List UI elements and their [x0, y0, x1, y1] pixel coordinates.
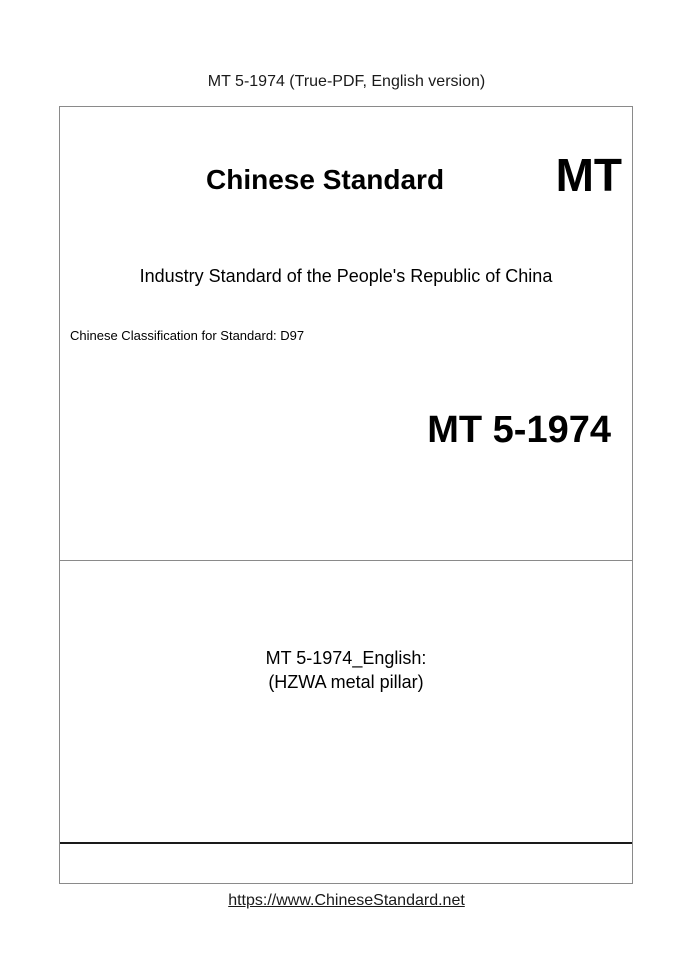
page-header: MT 5-1974 (True-PDF, English version) [207, 73, 486, 90]
classification-line: Chinese Classification for Standard: D97 [70, 328, 305, 343]
industry-standard-line: Industry Standard of the People's Republic of China [139, 266, 553, 286]
cover-top-section [60, 107, 632, 561]
cover-bottom-section [60, 843, 632, 883]
standard-code-large: MT [555, 149, 622, 201]
document-title [60, 646, 632, 694]
cover-title-section [60, 561, 632, 843]
title-line-2: (HZWA metal pillar) [268, 672, 424, 692]
standard-number: MT 5-1974 [427, 409, 611, 451]
standard-heading: Chinese Standard [206, 164, 445, 195]
title-line-1: MT 5-1974_English: [265, 648, 427, 668]
website-link[interactable]: https://www.ChineseStandard.net [228, 892, 465, 909]
footer [0, 891, 693, 911]
cover-box [59, 106, 633, 884]
